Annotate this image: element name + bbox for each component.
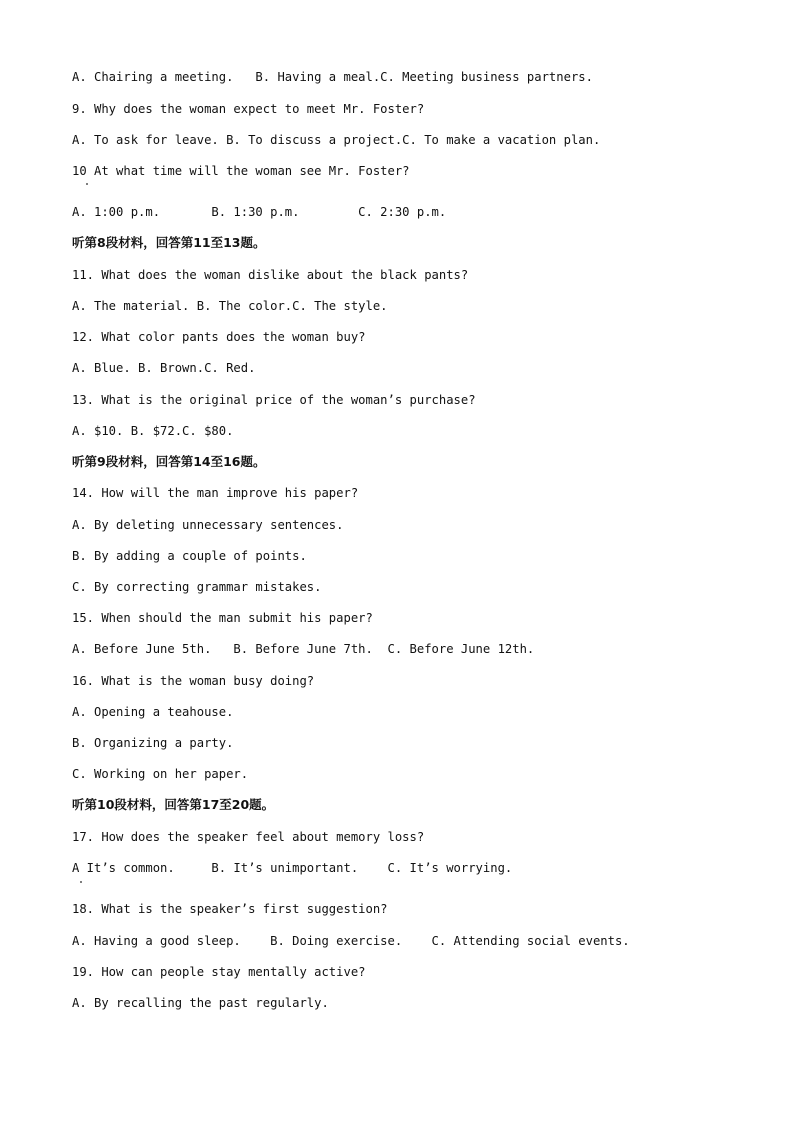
q12-options: A. Blue. B. Brown.C. Red.	[72, 361, 256, 375]
q18-options: A. Having a good sleep. B. Doing exercise. C. Attending social events.	[72, 934, 630, 948]
section-heading-9: 听第9段材料，回答第14至16题。	[72, 454, 266, 469]
q16-question: 16. What is the woman busy doing?	[72, 674, 315, 688]
q10-options: A. 1:00 p.m. B. 1:30 p.m. C. 2:30 p.m.	[72, 205, 447, 219]
q17-options: A It’s common. B. It’s unimportant. C. It’s worrying.	[72, 861, 513, 875]
q9-question: 9. Why does the woman expect to meet Mr. Foster?	[72, 102, 425, 116]
q14-option-c: C. By correcting grammar mistakes.	[72, 580, 322, 594]
q9-options: A. To ask for leave. B. To discuss a project.C. To make a vacation plan.	[72, 133, 601, 147]
q12-question: 12. What color pants does the woman buy?	[72, 330, 366, 344]
q19-question: 19. How can people stay mentally active?	[72, 965, 366, 979]
stray-mark	[86, 183, 88, 185]
q15-options: A. Before June 5th. B. Before June 7th. C. Before June 12th.	[72, 642, 535, 656]
q16-option-c: C. Working on her paper.	[72, 767, 249, 781]
q17-question: 17. How does the speaker feel about memory loss?	[72, 830, 425, 844]
q11-question: 11. What does the woman dislike about the black pants?	[72, 268, 469, 282]
q10-question: 10 At what time will the woman see Mr. Foster?	[72, 164, 410, 178]
q15-question: 15. When should the man submit his paper?	[72, 611, 373, 625]
section-heading-8: 听第8段材料，回答第11至13题。	[72, 235, 266, 250]
q18-question: 18. What is the speaker’s first suggestion?	[72, 902, 388, 916]
q11-options: A. The material. B. The color.C. The style.	[72, 299, 388, 313]
q8-options: A. Chairing a meeting. B. Having a meal.C. Meeting business partners.	[72, 70, 593, 84]
q13-question: 13. What is the original price of the woman’s purchase?	[72, 393, 476, 407]
q19-option-a: A. By recalling the past regularly.	[72, 996, 329, 1010]
q16-option-b: B. Organizing a party.	[72, 736, 234, 750]
q13-options: A. $10. B. $72.C. $80.	[72, 424, 234, 438]
q14-option-a: A. By deleting unnecessary sentences.	[72, 518, 344, 532]
q14-question: 14. How will the man improve his paper?	[72, 486, 359, 500]
stray-mark	[80, 881, 82, 883]
q14-option-b: B. By adding a couple of points.	[72, 549, 307, 563]
section-heading-10: 听第10段材料，回答第17至20题。	[72, 797, 275, 812]
q16-option-a: A. Opening a teahouse.	[72, 705, 234, 719]
